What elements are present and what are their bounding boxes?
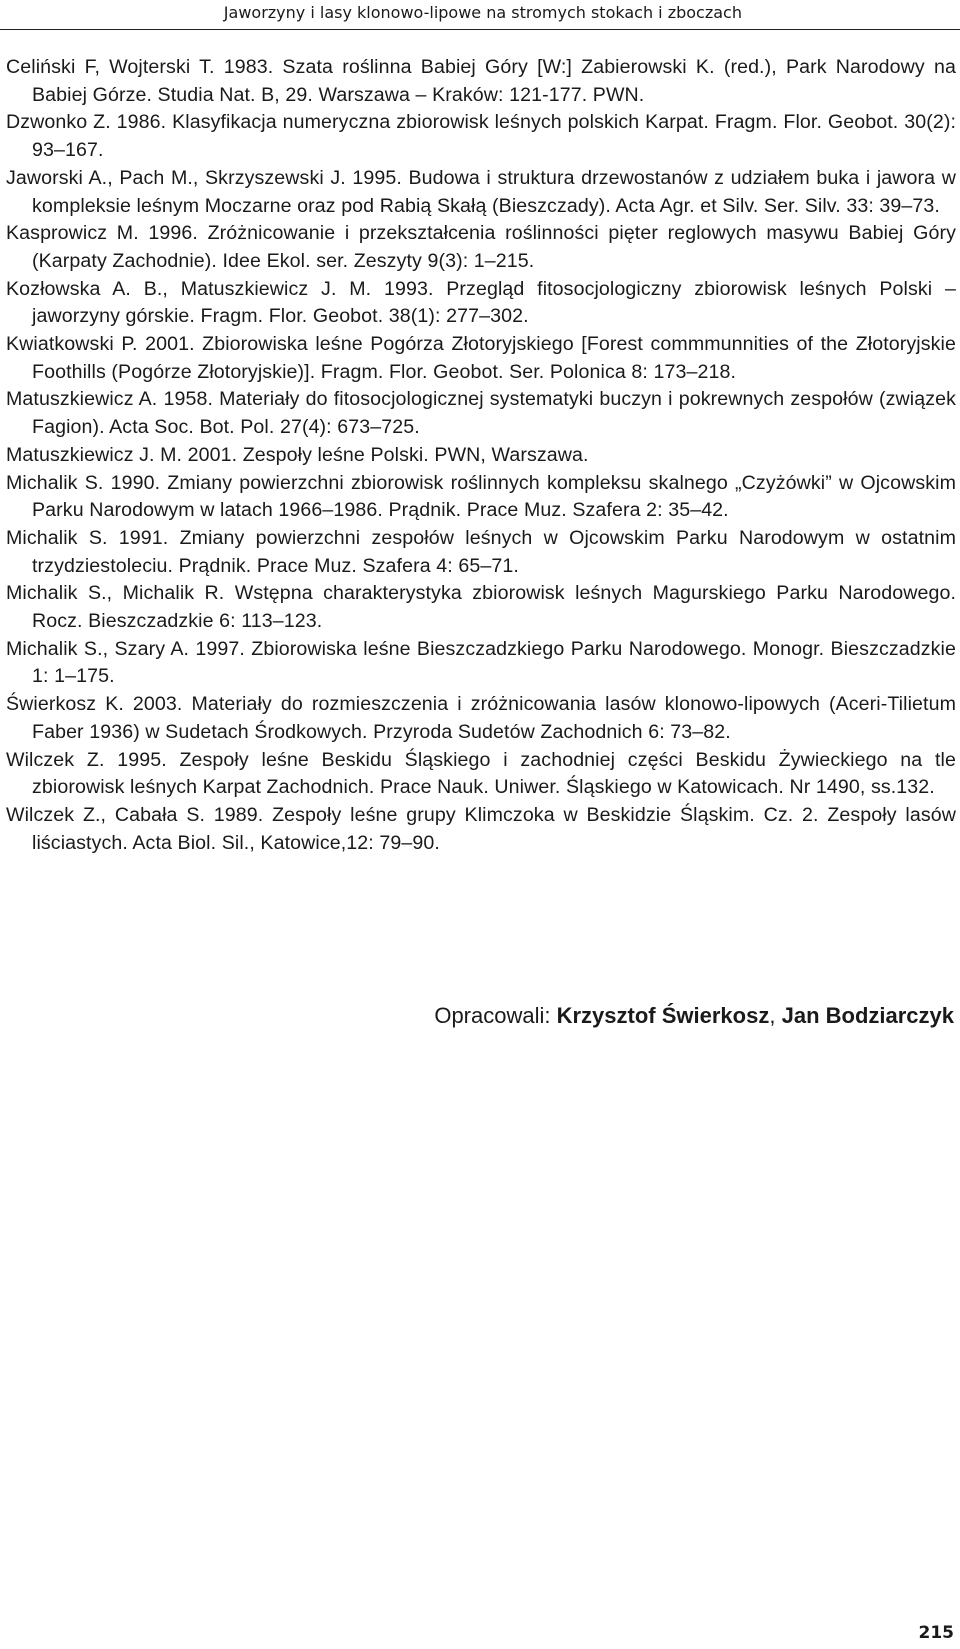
reference-item: Michalik S., Szary A. 1997. Zbiorowiska leśne Bieszczadzkiego Parku Narodowego. Monogr. Bieszczadzkie 1: 1–175.	[6, 637, 956, 688]
reference-item: Kozłowska A. B., Matuszkiewicz J. M. 1993. Przegląd fitosocjologiczny zbiorowisk leśnych Polski – jaworzyny górskie. Fragm. Flor. Geobot. 38(1): 277–302.	[6, 277, 956, 328]
reference-item: Celiński F, Wojterski T. 1983. Szata roślinna Babiej Góry [W:] Zabierowski K. (red.), Park Narodowy na Babiej Górze. Studia Nat. B, 29. Warszawa – Kraków: 121-177. PWN.	[6, 56, 956, 106]
signature-label: Opracowali:	[434, 1003, 551, 1028]
reference-item: Matuszkiewicz J. M. 2001. Zespoły leśne Polski. PWN, Warszawa.	[6, 443, 589, 466]
reference-item: Michalik S., Michalik R. Wstępna charakterystyka zbiorowisk leśnych Magurskiego Parku Narodowego. Rocz. Bieszczadzkie 6: 113–123.	[6, 582, 956, 633]
author-name: Jan Bodziarczyk	[781, 1003, 954, 1028]
reference-item: Wilczek Z. 1995. Zespoły leśne Beskidu Śląskiego i zachodniej części Beskidu Żywieckiego na tle zbiorowisk leśnych Karpat Zachodnich. Prace Nauk. Uniwer. Śląskiego w Katowicach. Nr 1490, ss.132.	[6, 748, 956, 799]
reference-item: Jaworski A., Pach M., Skrzyszewski J. 1995. Budowa i struktura drzewostanów z udziałem buka i jawora w kompleksie leśnym Moczarne oraz pod Rabią Skałą (Bieszczady). Acta Agr. et Silv. Ser. Silv. 33: 39–73.	[6, 166, 956, 217]
page-number: 215	[918, 1623, 954, 1643]
reference-item: Matuszkiewicz A. 1958. Materiały do fitosocjologicznej systematyki buczyn i pokrewnych zespołów (związek Fagion). Acta Soc. Bot. Pol. 27(4): 673–725.	[6, 388, 956, 439]
author-separator: ,	[769, 1003, 776, 1028]
reference-item: Kwiatkowski P. 2001. Zbiorowiska leśne Pogórza Złotoryjskiego [Forest commmunnities of the Złotoryjskie Foothills (Pogórze Złotoryjskie)]. Fragm. Flor. Geobot. Ser. Polonica 8: 173–218.	[6, 333, 956, 383]
reference-item: Świerkosz K. 2003. Materiały do rozmieszczenia i zróżnicowania lasów klonowo-lipowych (Aceri-Tilietum Faber 1936) w Sudetach Środkowych. Przyroda Sudetów Zachodnich 6: 73–82.	[6, 693, 956, 743]
running-title: Jaworzyny i lasy klonowo-lipowe na stromych stokach i zboczach	[223, 3, 742, 22]
running-header	[0, 0, 960, 30]
reference-list	[6, 54, 956, 857]
reference-item: Wilczek Z., Cabała S. 1989. Zespoły leśne grupy Klimczoka w Beskidzie Śląskim. Cz. 2. Zespoły lasów liściastych. Acta Biol. Sil., Katowice,12: 79–90.	[6, 803, 956, 854]
reference-item: Michalik S. 1990. Zmiany powierzchni zbiorowisk roślinnych kompleksu skalnego „Czyżówki” w Ojcowskim Parku Narodowym w latach 1966–1986. Prądnik. Prace Muz. Szafera 2: 35–42.	[6, 471, 956, 522]
reference-item: Kasprowicz M. 1996. Zróżnicowanie i przekształcenia roślinności pięter reglowych masywu Babiej Góry (Karpaty Zachodnie). Idee Ekol. ser. Zeszyty 9(3): 1–215.	[6, 222, 956, 272]
author-signature	[434, 1003, 954, 1029]
author-name: Krzysztof Świerkosz	[556, 1003, 770, 1028]
reference-item: Dzwonko Z. 1986. Klasyfikacja numeryczna zbiorowisk leśnych polskich Karpat. Fragm. Flor. Geobot. 30(2): 93–167.	[6, 111, 956, 162]
reference-item: Michalik S. 1991. Zmiany powierzchni zespołów leśnych w Ojcowskim Parku Narodowym w ostatnim trzydziestoleciu. Prądnik. Prace Muz. Szafera 4: 65–71.	[6, 526, 956, 577]
